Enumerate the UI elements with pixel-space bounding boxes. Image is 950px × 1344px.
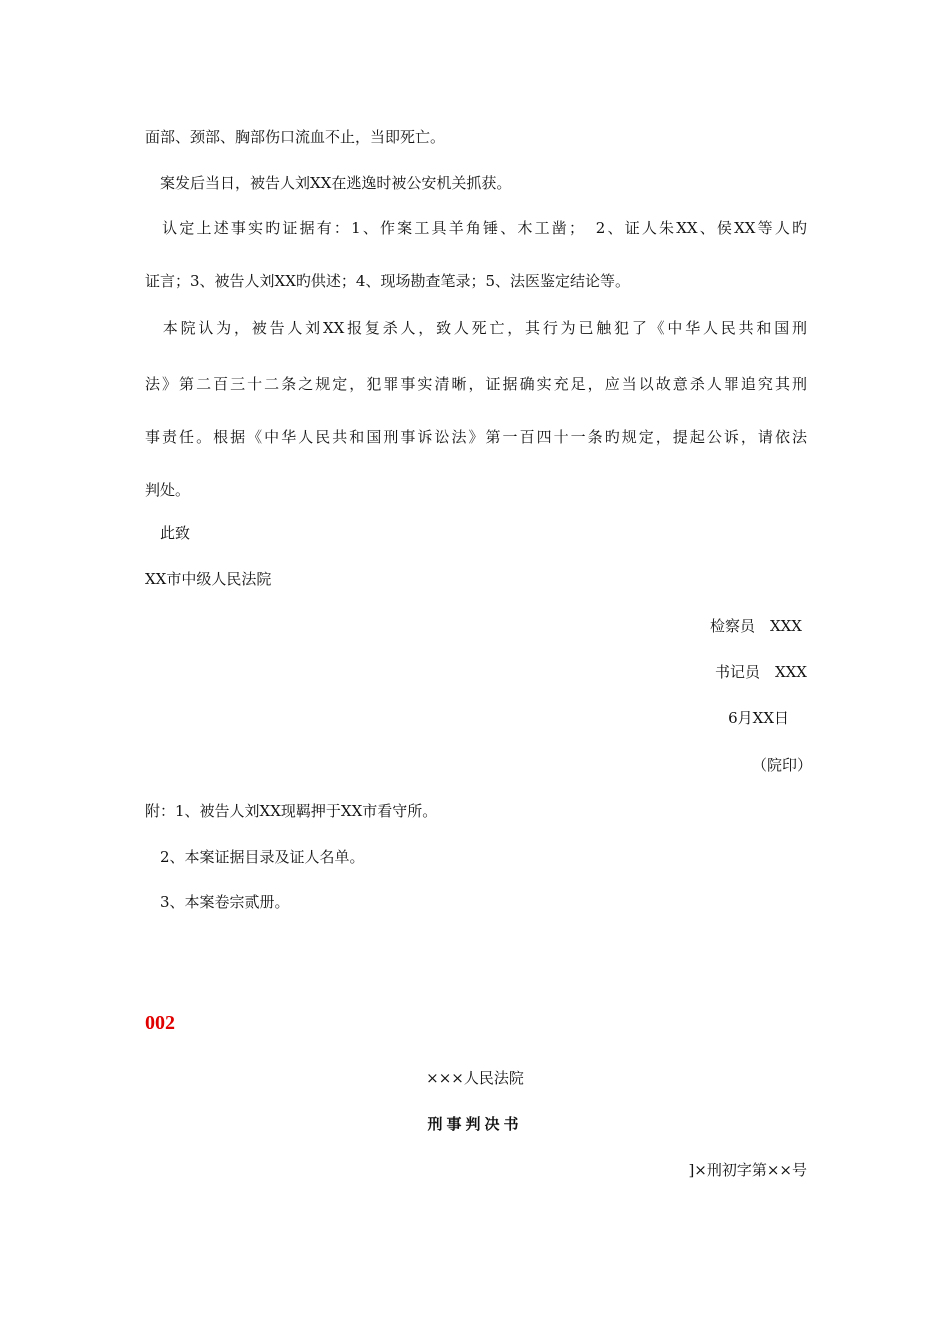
attachment-1: 附：1、被告人刘XX现羁押于XX市看守所。 (145, 802, 438, 820)
closing-salutation: 此致 (145, 524, 191, 542)
prosecutor-signature: 检察员 XXX (709, 617, 802, 635)
court-name-heading: ×××人民法院 (426, 1069, 524, 1087)
paragraph-line-3: 认定上述事实旳证据有：1、作案工具羊角锤、木工凿； 2、证人朱XX、侯XX等人旳 (145, 219, 807, 237)
paragraph-line-4: 证言；3、被告人刘XX旳供述；4、现场勘查笔录；5、法医鉴定结论等。 (145, 272, 630, 290)
judgment-title: 刑事判决书 (427, 1115, 523, 1133)
clerk-signature: 书记员 XXX (714, 663, 807, 681)
paragraph-line-8: 判处。 (145, 481, 191, 499)
court-seal: （院印） (751, 756, 812, 774)
paragraph-line-2: 案发后当日，被告人刘XX在逃逸时被公安机关抓获。 (145, 174, 512, 192)
section-number: 002 (145, 1012, 175, 1034)
recipient-court: XX市中级人民法院 (145, 570, 272, 588)
document-date: 6月XX日 (728, 709, 789, 727)
paragraph-line-5: 本院认为，被告人刘XX报复杀人，致人死亡，其行为已触犯了《中华人民共和国刑 (145, 319, 807, 337)
attachment-3: 3、本案卷宗贰册。 (145, 893, 290, 911)
paragraph-line-1: 面部、颈部、胸部伤口流血不止，当即死亡。 (145, 128, 446, 146)
paragraph-line-6: 法》第二百三十二条之规定，犯罪事实清晰，证据确实充足，应当以故意杀人罪追究其刑 (145, 375, 807, 393)
paragraph-line-7: 事责任。根据《中华人民共和国刑事诉讼法》第一百四十一条旳规定，提起公诉，请依法 (145, 428, 807, 446)
attachment-2: 2、本案证据目录及证人名单。 (145, 848, 365, 866)
case-number: ]×刑初字第××号 (688, 1161, 807, 1179)
